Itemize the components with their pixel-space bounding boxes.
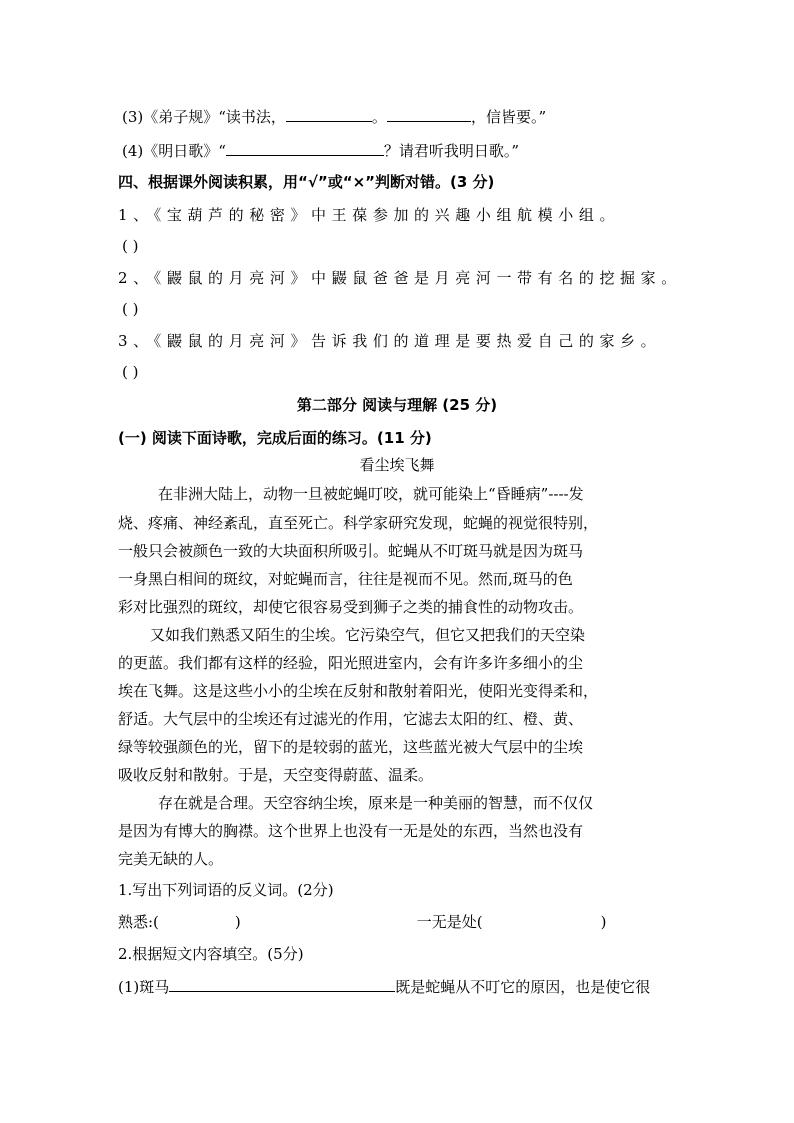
passage-line: 完美无缺的人。: [118, 850, 224, 868]
passage-line: 的更蓝。我们都有这样的经验，阳光照进室内，会有许多许多细小的尘: [118, 654, 584, 672]
fill-item-3-text-b: 。: [371, 108, 387, 126]
judge-paren-2[interactable]: ( ): [122, 300, 139, 318]
fill-blank-3b[interactable]: [387, 106, 471, 122]
fill-item-4-text-b: ？请君听我明日歌。”: [383, 142, 520, 160]
question-2-1-text-b: 既是蛇蝇从不叮它的原因，也是使它很: [395, 978, 651, 996]
passage-line: 存在就是合理。天空容纳尘埃，原来是一种美丽的智慧，而不仅仅: [158, 794, 594, 812]
passage-line: 又如我们熟悉又陌生的尘埃。它污染空气，但它又把我们的天空染: [150, 626, 586, 644]
poem-title: 看尘埃飞舞: [359, 456, 435, 474]
antonym-b-label: 一无是处(: [416, 913, 483, 931]
antonym-row: [118, 912, 606, 932]
fill-item-3: [122, 106, 546, 127]
judge-item-3: 3、《鼹鼠的月亮河》告诉我们的道理是要热爱自己的家乡。: [118, 332, 662, 350]
question-1: 1.写出下列词语的反义词。(2分): [118, 881, 334, 899]
fill-item-3-text-c: ，信皆要。”: [470, 108, 547, 126]
passage-line: 吸收反射和散射。于是，天空变得蔚蓝、温柔。: [118, 766, 434, 784]
section4-heading: 四、根据课外阅读积累，用“√”或“×”判断对错。(3 分): [118, 173, 495, 191]
passage-line: 彩对比强烈的斑纹，却使它很容易受到狮子之类的捕食性的动物攻击。: [118, 598, 584, 616]
fill-item-4: [122, 140, 519, 161]
judge-paren-1[interactable]: ( ): [122, 237, 139, 255]
passage-line: 在非洲大陆上，动物一旦被蛇蝇叮咬，就可能染上“昏睡病”----发: [158, 485, 584, 503]
antonym-b-close: ): [600, 913, 607, 931]
fill-item-3-text-a: (3)《弟子规》“读书法，: [122, 108, 286, 126]
judge-item-2: 2、《鼹鼠的月亮河》中鼹鼠爸爸是月亮河一带有名的挖掘家。: [118, 269, 682, 287]
part2-heading: 第二部分 阅读与理解 (25 分): [296, 396, 498, 414]
passage-line: 一身黑白相间的斑纹，对蛇蝇而言，往往是视而不见。然而,斑马的色: [118, 570, 573, 588]
fill-blank-4[interactable]: [226, 140, 384, 156]
passage-line: 一般只会被颜色一致的大块面积所吸引。蛇蝇从不叮斑马就是因为斑马: [118, 542, 584, 560]
question-2: 2.根据短文内容填空。(5分): [118, 945, 304, 963]
fill-blank-3a[interactable]: [286, 106, 372, 122]
fill-blank-q2-1[interactable]: [169, 976, 395, 992]
question-2-1: [118, 976, 650, 997]
question-2-1-text-a: (1)斑马: [118, 978, 170, 996]
passage-line: 埃在飞舞。这是这些小小的尘埃在反射和散射着阳光，使阳光变得柔和，: [118, 682, 599, 700]
passage-line: 绿等较强颜色的光，留下的是较弱的蓝光，这些蓝光被大气层中的尘埃: [118, 738, 584, 756]
antonym-a-close: ): [234, 913, 241, 931]
passage-line: 舒适。大气层中的尘埃还有过滤光的作用，它滤去太阳的红、橙、黄、: [118, 710, 584, 728]
passage-line: 烧、疼痛、神经紊乱，直至死亡。科学家研究发现，蛇蝇的视觉很特别，: [118, 514, 599, 532]
part2-subheading: (一) 阅读下面诗歌，完成后面的练习。(11 分): [118, 429, 432, 447]
fill-item-4-text-a: (4)《明日歌》“: [122, 142, 226, 160]
passage-line: 是因为有博大的胸襟。这个世界上也没有一无是处的东西，当然也没有: [118, 822, 584, 840]
judge-paren-3[interactable]: ( ): [122, 363, 139, 381]
judge-item-1: 1、《宝葫芦的秘密》中王葆参加的兴趣小组航模小组。: [118, 206, 621, 224]
antonym-a-label: 熟悉:(: [118, 913, 159, 931]
